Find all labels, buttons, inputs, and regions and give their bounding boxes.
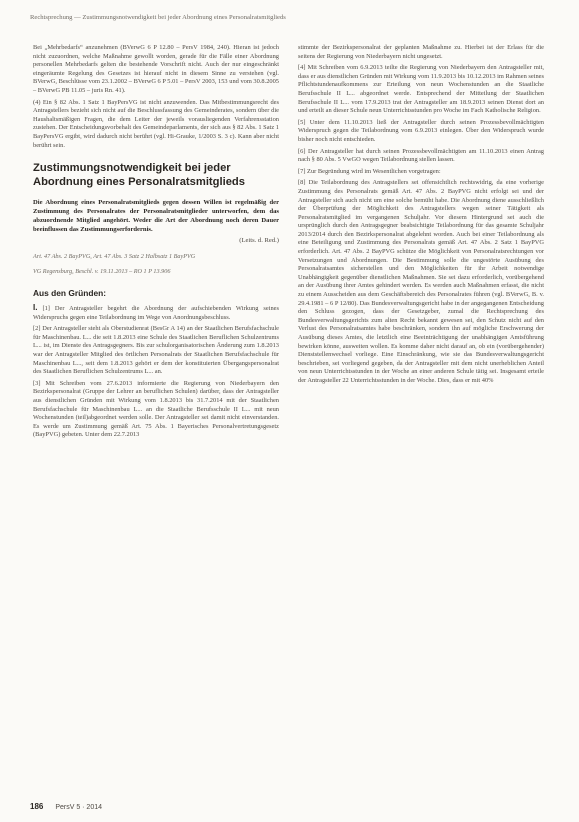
body-paragraph: (4) Ein § 82 Abs. 1 Satz 1 BayPersVG ist nicht anzuwenden. Das Mitbestimmungsrecht des Antragstellers bezieht sich nicht auf die Beschlussfassung des Gemeinderates, sondern über die Haushaltsmäßigen Fragen, die dem Leiter der jeweils vorausliegenden Verfahrensstation zustehen. Der Entscheidungsvorbehalt des Gemeindeparlaments, der sich aus § 82 Abs. 1 Satz 1 BayPersVG ergibt, wird dadurch nicht berührt (vgl. Hi-Grauke, 1/2003 S. 3 c). Kann aber nicht berührt sein. [33, 98, 279, 149]
page-footer [30, 802, 102, 811]
section-heading: Aus den Gründen: [33, 288, 107, 299]
court-citation: VG Regensburg, Beschl. v. 19.11.2013 – RO 1 P 13.906 [33, 268, 171, 276]
body-paragraph: [2] Der Antragsteller steht als Oberstudienrat (BesGr A 14) an der Staatlichen Berufsfachschule für Maschinenbau. L... die seit 1.8.2013 eine Schule des Staatlichen Beruflichen Schulzentrums L... ist, im Dienste des Antragsgegners. Bis zur schulorganisatorischen Änderung zum 1.8.2013 war der Antragsteller Mitglied des örtlichen Personalrats der Staatlichen Berufsfachschule für Maschinenbau L..., seit dem 1.8.2013 gehört er dem der konstituierten Übergangspersonalrat des Staatlichen Beruflichen Schulzentrums L... an. [33, 325, 279, 376]
article-title: Zustimmungsnotwendigkeit bei jeder Abordnung eines Personalratsmitglieds [33, 162, 245, 188]
norm-citation: Art. 47 Abs. 2 BayPVG, Art. 47 Abs. 3 Satz 2 Halbsatz 1 BayPVG [33, 253, 196, 261]
running-head: Rechtsprechung — Zustimmungsnotwendigkeit bei jeder Abordnung eines Personalratsmitglieds [30, 14, 286, 21]
body-paragraph [33, 304, 279, 322]
paragraph-text: [1] Der Antragsteller begehrt die Abordnung der aufschiebenden Wirkung seines Widerspruchs gegen eine Teilabordnung im Wege von Anordnungsbeschluss. [33, 305, 279, 321]
left-column [33, 44, 279, 443]
lead-signature: (Leits. d. Red.) [239, 237, 279, 245]
body-paragraph: [3] Mit Schreiben vom 27.6.2013 informierte die Regierung von Niederbayern den Bezirkspersonalrat (Gruppe der Lehrer an beruflichen Schulen) darüber, dass der Antragsteller aus dienstlichen Gründen mit Wirkung vom 1.8.2013 bis 31.7.2014 mit der Staatlichen Berufsfachschule für Maschinenbau L... an die Staatliche Berufsschule II L... mit neun Wochenstunden (teil)abgeordnet werden solle. Der Antragsteller sei damit nicht einverstanden. Es werde um Zustimmung gemäß Art. 75 Abs. 1 Bayerisches Personalvertretungsgesetz (BayPVG) gebeten. Unter dem 22.7.2013 [33, 379, 279, 439]
page-number: 186 [30, 802, 44, 811]
lead-block [33, 199, 279, 246]
body-paragraph: [7] Zur Begründung wird im Wesentlichen vorgetragen: [298, 167, 441, 175]
roman-numeral: I. [33, 303, 38, 313]
journal-issue: PersV 5 · 2014 [55, 804, 103, 811]
lead-text: Die Abordnung eines Personalratsmitglieds gegen dessen Willen ist regelmäßig der Zustimmung des Personalrates der Personalratsmitglieder unterworfen, dem das abzuordnende Mitglied angehört. Weder die Art der Abordnung noch deren Dauer beeinflussen das Zustimmungserfordernis. [33, 199, 279, 233]
body-paragraph: [6] Der Antragsteller hat durch seinen Prozessbevollmächtigten am 11.10.2013 einen Antrag nach § 80 Abs. 5 VwGO wegen Teilabordnung stellen lassen. [298, 147, 544, 164]
body-paragraph: Bei „Mehrbedarfs“ anzunehmen (BVerwG 6 P 12.80 – PersV 1984, 240). Hieran ist jedoch nicht zuzuordnen, welche Maßnahme gewollt worden, gerade für die Fälle einer Abordnung personellen Mehrbedarfs gelten die bestehende Vorschrift nicht. Auch der nur eingeschränkt eingeräumte Regelung des Gesetzes ist hierauf nicht in diesem Sinne zu verstehen (vgl. BVerwG, Beschlüsse vom 23.1.2002 – BVerwG 6 P 5.01 – PersV 2003, 153 und vom 30.8.2005 – BVerwG PB 11.05 – juris Rn. 41). [33, 44, 279, 94]
body-paragraph: [5] Unter dem 11.10.2013 ließ der Antragsteller durch seinen Prozessbevollmächtigten Widerspruch gegen die Teilabordnung vom 6.9.2013 einlegen. Über den Widerspruch wurde bisher noch nicht entschieden. [298, 118, 544, 143]
body-paragraph: [4] Mit Schreiben vom 6.9.2013 teilte die Regierung von Niederbayern den Antragsteller mit, dass er aus dienstlichen Gründen mit Wirkung vom 11.9.2013 bis 10.12.2013 im Rahmen seines Pflichtstundenaufkommens zur Erteilung von neun Wochenstunden an die Staatliche Berufsschule II L... abgeordnet werde. Entsprechend der Mitteilung der Staatlichen Berufsschule II L... vom 17.9.2013 trat der Antragsteller am 18.9.2013 seinen Dienst dort an und erteilt an dieser Schule neun Unterrichtsstunden pro Woche im Fach Katholische Religion. [298, 64, 544, 115]
body-paragraph: stimmte der Bezirkspersonalrat der geplanten Maßnahme zu. Hierbei ist der Erlass für die seitens der Regierung von Niederbayern nicht ungesetzt. [298, 44, 544, 60]
body-paragraph: [8] Die Teilabordnung des Antragstellers sei offensichtlich rechtswidrig, da eine vorherige Zustimmung des Personalrats gemäß Art. 47 Abs. 2 BayPVG nicht erfolgt sei und der Antragsteller sich auch nicht um eine solche bemüht habe. Die Abordnung diene ausschließlich der Überprüfung der Möglichkeit des Antragstellers wegen seiner Tätigkeit als Personalratsmitglied im vergangenen Schuljahr. Vor diesem Hintergrund sei auch die ursprünglich durch den Antragsgegner beabsichtigte Teilabordnung für das gesamte Schuljahr 2013/2014 durch den Bezirkspersonalrat abgelehnt worden. Auch bei einer Teilabordnung als eine Beteiligung und Zustimmung des Personalrats gemäß Art. 47 Abs. 2 Satz 1 BayPVG erforderlich. Art. 47 Abs. 2 BayPVG schütze die Möglichkeit von Personalratsrechtungen vor Versetzungen und Abordnungen. Die Bestimmung solle die ungestörte Ausübung des Personalratsamtes sicherstellen und den Möglichkeiten für ihr Arbeit notwendige Unabhängigkeit gegenüber dienstlichen Maßnahmen. Sie sei dazu erforderlich, vorübergehend an der Ausübung ihrer Amtes gehindert werden. Es werden auch Maßnahmen erfasst, die nicht zu einem Ausscheiden aus dem Geschäftsbereich des Personalrates führen (vgl. BVerwG, B. v. 29.4.1981 – 6 P 12/80). Das Bundesverwaltungsgericht habe in der angegangenen Entscheidung den Schluss gezogen, dass der Gesetzgeber, zumal die Rechtsprechung des Bundesverwaltungsgerichts zum alten Recht bekannt gewesen sei, den Schutz nicht auf den Verlust des Personalratsamtes habe beschränken, sondern ihn auf mögliche Erschwerung der Ausübung dieses Amtes, die letztlich eine Beeinträchtigung der unabhängigen Amtsführung bewirken könne, ausweiten wollen. Es komme daher nicht darauf an, ob ein (vorübergehender) Dienststellenwechsel vorliege. Eine Einschränkung, wie sie das Bundesverwaltungsgericht beschrieben, sei vorliegend gegeben, da der Antragsteller mit dem nicht unerheblichen Anteil von neun Unterrichtsstunden in der Woche an einer anderen Schule tätig sei. Insgesamt erteile der Antragsteller 22 Unterrichtsstunden in der Woche. Dies, dass er mit 40% [298, 179, 544, 384]
right-column [298, 44, 544, 389]
